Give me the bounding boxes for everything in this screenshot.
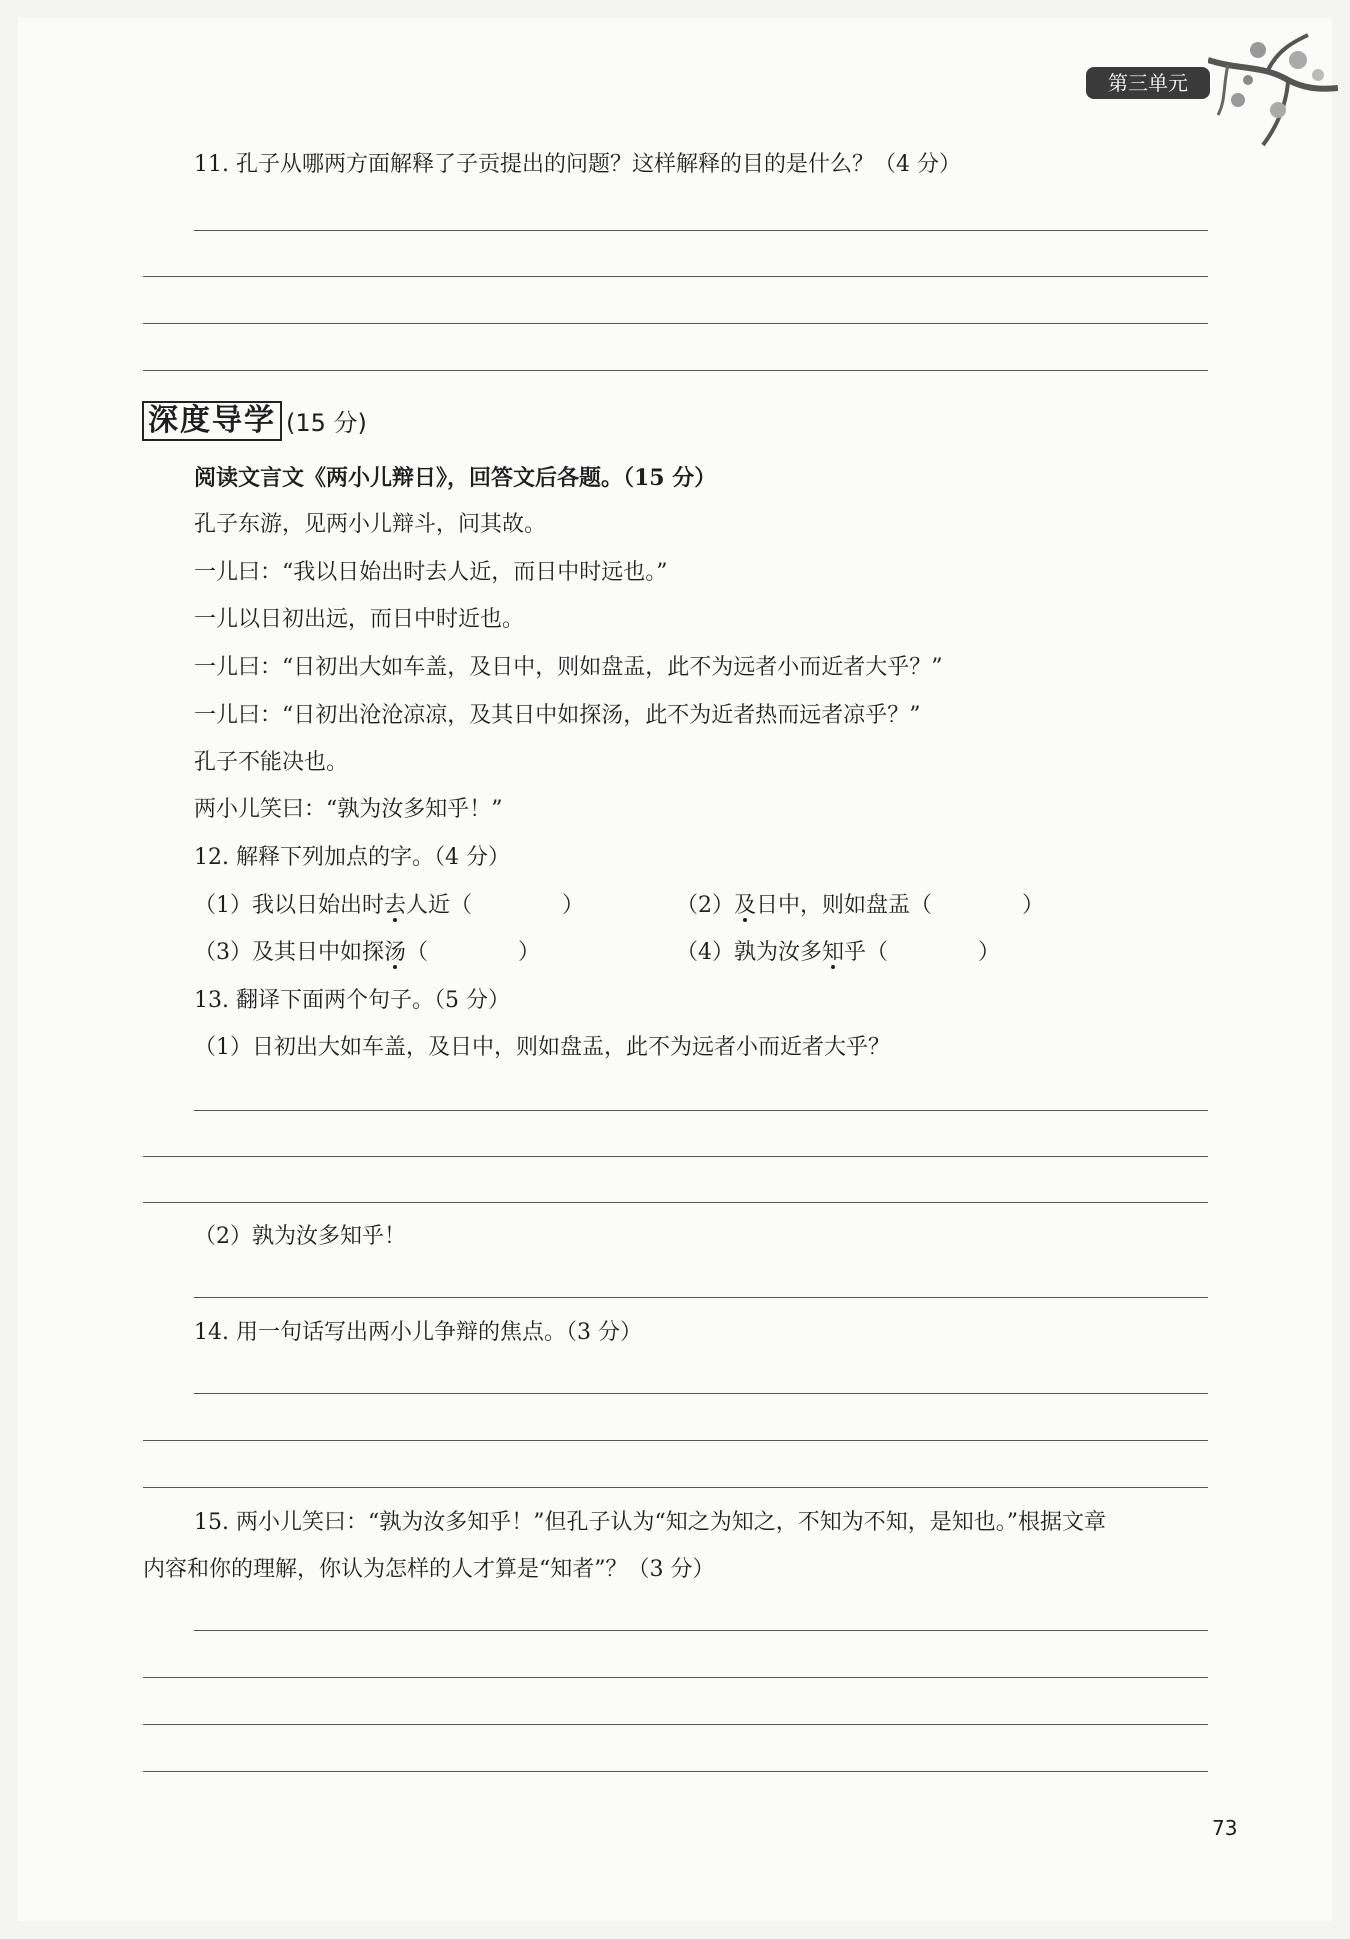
question-13: 13. 翻译下面两个句子。（5 分） (194, 988, 510, 1013)
q12-item-1: （1）我以日始出时去人近（ ） (194, 893, 585, 918)
passage-line: 一儿曰：“我以日始出时去人近，而日中时远也。” (194, 560, 668, 585)
question-15-line-2: 内容和你的理解，你认为怎样的人才算是“知者”？（3 分） (143, 1557, 715, 1582)
answer-line[interactable] (194, 1110, 1208, 1111)
q12-item-3: （3）及其日中如探汤（ ） (194, 940, 541, 965)
question-14: 14. 用一句话写出两小儿争辩的焦点。（3 分） (194, 1320, 642, 1345)
passage-line: 孔子不能决也。 (194, 750, 349, 775)
answer-line[interactable] (143, 323, 1208, 324)
q13-sentence-2: （2）孰为汝多知乎！ (194, 1224, 406, 1249)
unit-badge: 第三单元 (1086, 67, 1210, 99)
answer-line[interactable] (143, 1487, 1208, 1488)
answer-line[interactable] (194, 1630, 1208, 1631)
passage-line: 一儿曰：“日初出沧沧凉凉，及其日中如探汤，此不为近者热而远者凉乎？” (194, 703, 921, 728)
plum-branch-icon (1208, 30, 1338, 150)
passage-line: 一儿曰：“日初出大如车盖，及日中，则如盘盂，此不为远者小而近者大乎？” (194, 655, 943, 680)
section-points: (15 分) (286, 409, 367, 437)
passage-line: 一儿以日初出远，而日中时近也。 (194, 607, 525, 632)
q12-item-2: （2）及日中，则如盘盂（ ） (676, 893, 1045, 918)
answer-line[interactable] (194, 1297, 1208, 1298)
page-number: 73 (1212, 1816, 1238, 1840)
dotted-char: 及 (734, 893, 757, 918)
answer-line[interactable] (143, 1440, 1208, 1441)
passage-line: 孔子东游，见两小儿辩斗，问其故。 (194, 512, 547, 537)
dotted-char: 知 (822, 940, 845, 965)
answer-line[interactable] (143, 1724, 1208, 1725)
answer-line[interactable] (194, 1393, 1208, 1394)
q13-sentence-1: （1）日初出大如车盖，及日中，则如盘盂，此不为远者小而近者大乎？ (194, 1035, 890, 1060)
answer-line[interactable] (143, 1677, 1208, 1678)
answer-line[interactable] (143, 1202, 1208, 1203)
reading-instruction: 阅读文言文《两小儿辩日》，回答文后各题。（15 分） (194, 465, 717, 491)
answer-line[interactable] (143, 276, 1208, 277)
section-title-text: 深度导学 (142, 401, 282, 441)
section-title (142, 403, 367, 441)
answer-line[interactable] (143, 370, 1208, 371)
answer-line[interactable] (143, 1771, 1208, 1772)
question-11: 11. 孔子从哪两方面解释了子贡提出的问题？这样解释的目的是什么？（4 分） (194, 152, 961, 177)
dotted-char: 去 (384, 893, 407, 918)
answer-line[interactable] (194, 230, 1208, 231)
passage-line: 两小儿笑曰：“孰为汝多知乎！” (194, 797, 503, 822)
answer-line[interactable] (143, 1156, 1208, 1157)
dotted-char: 汤 (384, 940, 407, 965)
question-12: 12. 解释下列加点的字。（4 分） (194, 845, 510, 870)
question-15-line-1: 15. 两小儿笑曰：“孰为汝多知乎！”但孔子认为“知之为知之，不知为不知，是知也。”根据文章 (194, 1510, 1106, 1535)
q12-item-4: （4）孰为汝多知乎（ ） (676, 940, 1001, 965)
page (18, 18, 1332, 1921)
